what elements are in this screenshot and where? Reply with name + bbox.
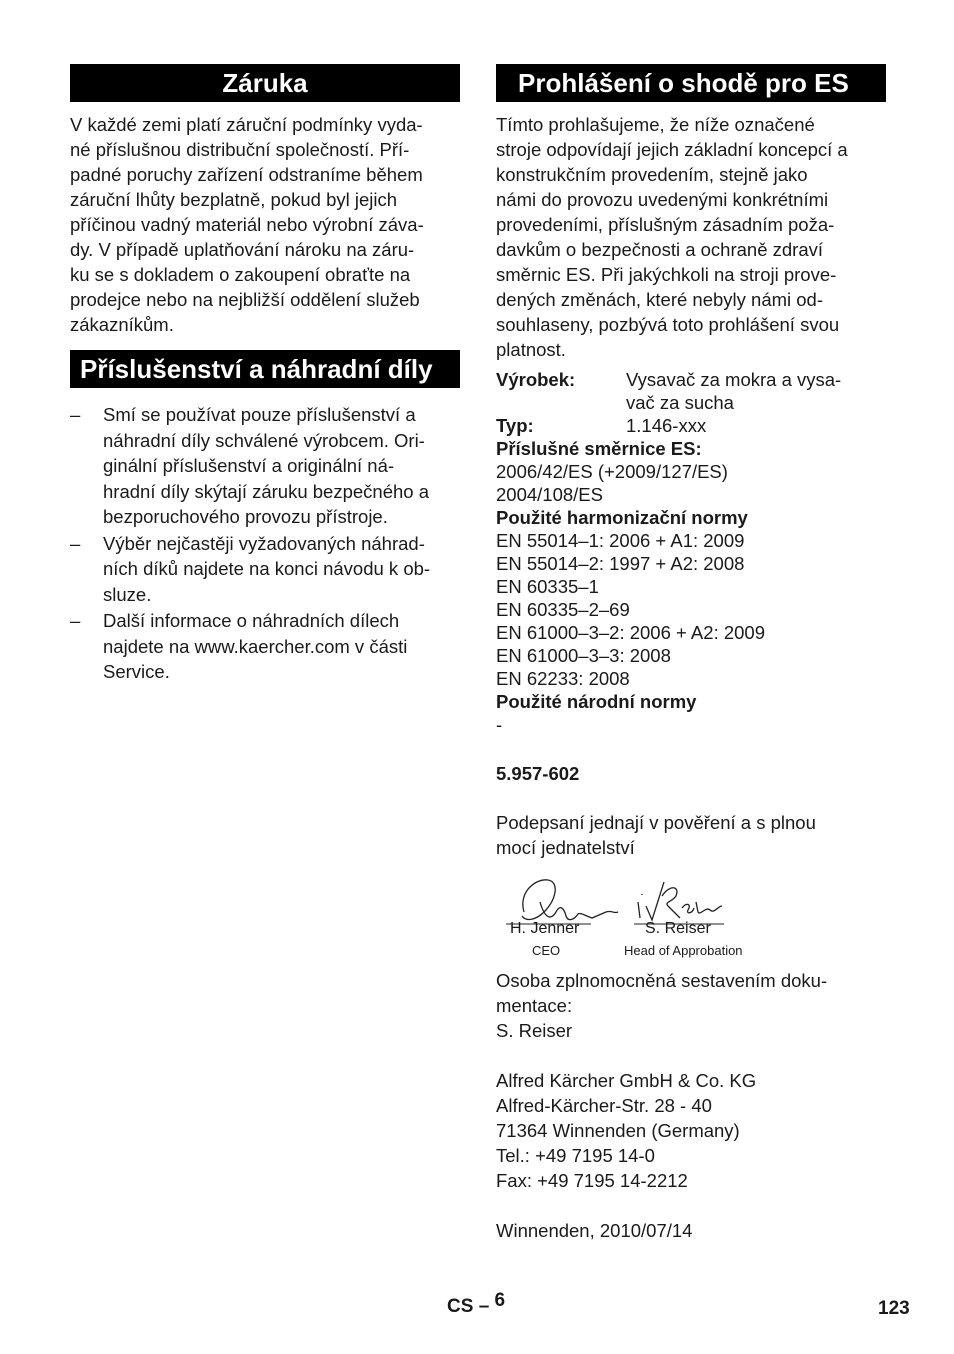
text-line: dených změnách, které nebyly námi od- [496, 289, 824, 310]
type-value: 1.146-xxx [626, 415, 707, 436]
signatures [496, 872, 886, 962]
text-line: prodejce nebo na nejbližší oddělení služeb [70, 289, 420, 310]
warranty-heading: Záruka [70, 64, 460, 102]
text-line: stroje odpovídají jejich základní koncepcí a [496, 139, 848, 160]
signed-statement [496, 810, 886, 860]
text-line: mocí jednatelství [496, 837, 635, 858]
standard-item: EN 61000–3–3: 2008 [496, 645, 671, 666]
text-line: Tel.: +49 7195 14-0 [496, 1145, 655, 1166]
signer-name: H. Jenner [510, 920, 580, 937]
text-line: Tímto prohlašujeme, že níže označené [496, 114, 815, 135]
page-number: 123 [878, 1298, 910, 1319]
text-line: né příslušnou distribuční společností. Pří- [70, 139, 410, 160]
declaration-intro [496, 112, 886, 362]
text-line: sluze. [103, 583, 152, 605]
footer-language-page [447, 1290, 506, 1318]
dash-bullet: – [70, 404, 81, 425]
text-line: Alfred Kärcher GmbH & Co. KG [496, 1070, 757, 1091]
product-row [496, 368, 886, 414]
standard-item: EN 61000–3–2: 2006 + A2: 2009 [496, 622, 765, 643]
list-item [70, 402, 460, 530]
text-line: ních díků najdete na konci návodu k ob- [103, 558, 431, 579]
footer-lang: CS [447, 1296, 474, 1317]
document-number: 5.957-602 [496, 763, 580, 784]
harmonized-label: Použité harmonizační normy [496, 507, 748, 528]
national-label: Použité národní normy [496, 691, 697, 712]
warranty-text [70, 112, 460, 337]
text-line: ginální příslušenství a originální ná- [103, 455, 395, 476]
standard-item: EN 60335–2–69 [496, 599, 630, 620]
text-line: ku se s dokladem o zakoupení obraťte na [70, 264, 411, 285]
signer-role: Head of Approbation [624, 943, 743, 958]
authorized-person [496, 968, 886, 1043]
text-line: dy. V případě uplatňování nároku na záru- [70, 239, 415, 260]
text-line: Fax: +49 7195 14-2212 [496, 1170, 688, 1191]
text-line: Service. [103, 661, 170, 682]
text-line: S. Reiser [496, 1020, 573, 1041]
text-line: bezporuchového provozu přístroje. [103, 506, 388, 527]
dash-bullet: – [70, 532, 81, 554]
national-value: - [496, 714, 503, 735]
text-line: vač za sucha [626, 392, 734, 413]
text-line: provedeními, příslušným zásadním poža- [496, 214, 835, 235]
product-spec [496, 368, 886, 736]
standard-item: EN 60335–1 [496, 576, 599, 597]
right-column [496, 64, 886, 1243]
type-row [496, 414, 886, 437]
list-item [70, 531, 460, 608]
text-line: davkům o bezpečnosti a ochraně zdraví [496, 239, 824, 260]
standard-item: EN 55014–2: 1997 + A2: 2008 [496, 553, 745, 574]
text-line: zákazníkům. [70, 314, 174, 335]
text-line: souhlaseny, pozbývá toto prohlášení svou [496, 314, 840, 335]
list-item [70, 608, 460, 685]
place-date: Winnenden, 2010/07/14 [496, 1220, 693, 1241]
text-line: V každé zemi platí záruční podmínky vyda- [70, 114, 423, 135]
text-line: námi do provozu uvedenými konkrétními [496, 189, 829, 210]
text-line: směrnic ES. Při jakýchkoli na stroji prove- [496, 264, 837, 285]
standard-item: EN 55014–1: 2006 + A1: 2009 [496, 530, 745, 551]
declaration-heading: Prohlášení o shodě pro ES [496, 64, 886, 102]
directive-item: 2006/42/ES (+2009/127/ES) [496, 461, 728, 482]
text-line: Výběr nejčastěji vyžadovaných náhrad- [103, 532, 425, 554]
footer-subpage: 6 [494, 1290, 506, 1311]
product-label: Výrobek: [496, 369, 576, 390]
text-line: Alfred-Kärcher-Str. 28 - 40 [496, 1095, 712, 1116]
product-value [626, 368, 886, 414]
footer-dash: – [478, 1296, 490, 1317]
type-label: Typ: [496, 415, 534, 436]
signer-name: S. Reiser [645, 920, 711, 937]
text-line: náhradní díly schválené výrobcem. Ori- [103, 429, 425, 451]
text-line: najdete na www.kaercher.com v části [103, 635, 408, 657]
text-line: Osoba zplnomocněná sestavením doku- [496, 970, 828, 991]
accessories-list [70, 402, 460, 685]
text-line: příčinou vadný materiál nebo výrobní záva- [70, 214, 424, 235]
text-line: Podepsaní jednají v pověření a s plnou [496, 812, 816, 833]
directive-item: 2004/108/ES [496, 484, 603, 505]
company-address [496, 1068, 886, 1193]
text-line: Smí se používat pouze příslušenství a [103, 404, 416, 425]
dash-bullet: – [70, 610, 81, 631]
signer-role: CEO [532, 943, 561, 958]
text-line: Další informace o náhradních dílech [103, 610, 400, 631]
directives-label: Příslušné směrnice ES: [496, 438, 702, 459]
text-line: platnost. [496, 339, 566, 360]
text-line: záruční lhůty bezplatně, pokud byl jejich [70, 189, 398, 210]
text-line: hradní díly skýtají záruku bezpečného a [103, 480, 429, 502]
text-line: konstrukčním provedením, stejně jako [496, 164, 808, 185]
text-line: Vysavač za mokra a vysa- [626, 369, 842, 390]
accessories-heading: Příslušenství a náhradní díly [70, 350, 460, 388]
text-line: padné poruchy zařízení odstraníme během [70, 164, 423, 185]
standard-item: EN 62233: 2008 [496, 668, 630, 689]
left-column [70, 64, 460, 686]
text-line: 71364 Winnenden (Germany) [496, 1120, 740, 1141]
text-line: mentace: [496, 995, 573, 1016]
